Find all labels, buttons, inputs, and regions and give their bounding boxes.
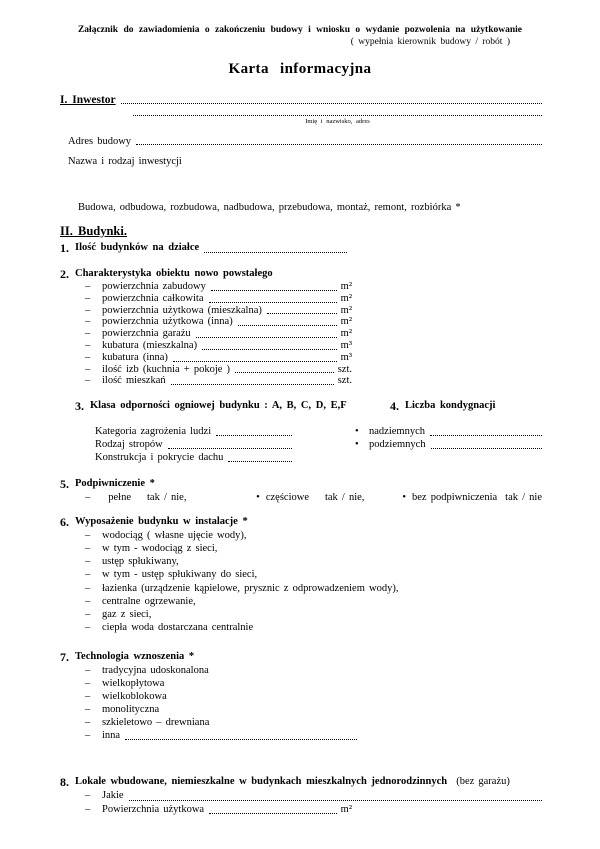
q4-sub-item — [355, 425, 542, 438]
q3-label: Klasa odporności ogniowej budynku : A, B, C, D, E,F — [90, 400, 347, 412]
q5-option-partial[interactable] — [256, 491, 402, 505]
dash-marker: – — [85, 316, 91, 328]
q2-item-unit: m² — [340, 328, 352, 340]
q2-item-unit: m² — [340, 316, 352, 328]
q5-option-value: tak / nie — [505, 492, 542, 504]
dash-marker: – — [85, 582, 91, 594]
q7-other-fill-line[interactable] — [125, 739, 357, 740]
q5-options-row — [85, 491, 542, 505]
q2-item-label: kubatura (mieszkalna) — [102, 339, 198, 351]
dash-marker: – — [85, 608, 91, 620]
q6-number: 6. — [60, 515, 69, 530]
q6-item-label: ustęp spłukiwany, — [102, 556, 179, 568]
q3-sub-fill-line[interactable] — [168, 448, 292, 449]
bullet-marker: • — [355, 439, 359, 451]
q2-item-label: powierzchnia użytkowa (mieszkalna) — [102, 304, 262, 316]
q5-label: Podpiwniczenie * — [75, 478, 155, 490]
construction-address-fill-line[interactable] — [136, 144, 542, 145]
q6-item-label: w tym - wodociąg z sieci, — [102, 543, 218, 555]
q8-what-row — [85, 789, 542, 803]
q4-sub-fill-line[interactable] — [431, 448, 542, 449]
q8-what-label: Jakie — [102, 790, 124, 802]
q5-option-value: tak / nie, — [324, 492, 365, 504]
q5-option-none[interactable] — [402, 491, 542, 505]
q5-option-label: pełne — [108, 492, 131, 504]
q1-number: 1. — [60, 241, 69, 255]
q7-other-label: inna — [102, 730, 121, 742]
q3-sub-label: Rodzaj stropów — [95, 439, 163, 451]
dash-marker: – — [85, 691, 91, 703]
dash-marker: – — [85, 543, 91, 555]
spacer — [96, 491, 108, 505]
q8-label-bold: Lokale wbudowane, niemieszkalne w budynkach mieszkalnych jednorodzinnych — [75, 776, 448, 788]
q8-area-unit: m² — [340, 803, 352, 815]
q3-sub-item — [60, 451, 292, 464]
q7-heading-row — [60, 650, 542, 664]
q7-item-label: wielkopłytowa — [102, 678, 165, 690]
q3-sub-label: Kategoria zagrożenia ludzi — [95, 426, 212, 438]
dash-marker: – — [85, 492, 91, 504]
q7-item-row — [85, 716, 542, 729]
q2-item-unit: m² — [340, 281, 352, 292]
q2-item-label: powierzchnia garażu — [102, 328, 191, 340]
q3-sub-item — [60, 438, 292, 451]
q7-item-row — [85, 703, 542, 716]
q8-heading-row — [60, 775, 542, 789]
q1-label: Ilość budynków na działce — [75, 242, 200, 253]
q2-item-fill-line[interactable] — [171, 384, 334, 385]
page-title: Karta informacyjna — [228, 61, 372, 77]
q7-item-row — [85, 664, 542, 677]
q6-item-row — [85, 608, 542, 621]
q2-item-row — [85, 364, 352, 376]
q7-item-label: szkieletowo – drewniana — [102, 717, 210, 729]
q4-number: 4. — [390, 399, 399, 414]
q2-item-label: kubatura (inna) — [102, 351, 168, 363]
q5-option-value: tak / nie, — [147, 492, 187, 504]
filled-by-note: ( wypełnia kierownik budowy / robót ) — [350, 37, 510, 47]
q7-item-row — [85, 677, 542, 690]
construction-address-label: Adres budowy — [68, 136, 132, 147]
bullet-marker: • — [355, 426, 359, 438]
investor-row — [60, 94, 542, 106]
form-body — [0, 94, 600, 816]
spacer — [131, 491, 147, 505]
q5-option-label: bez podpiwniczenia — [412, 492, 498, 504]
q6-item-label: w tym - ustęp spłukiwany do sieci, — [102, 569, 258, 581]
q8-number: 8. — [60, 775, 69, 790]
q2-item-row — [85, 316, 352, 328]
dash-marker: – — [85, 328, 91, 340]
q3-sub-fill-line[interactable] — [228, 461, 292, 462]
q2-item-fill-line[interactable] — [235, 372, 334, 373]
q3-sub-fill-line[interactable] — [216, 435, 292, 436]
investor-line2 — [133, 113, 542, 125]
q2-item-row — [85, 293, 352, 305]
q3-heading — [60, 399, 355, 413]
spacer — [309, 491, 325, 505]
q7-number: 7. — [60, 649, 69, 664]
q7-item-row — [85, 690, 542, 703]
q6-item-label: łazienka (urządzenie kąpielowe, prysznic z odprowadzeniem wody), — [102, 582, 399, 594]
dash-marker: – — [85, 281, 91, 292]
q6-item-label: ciepła woda dostarczana centralnie — [102, 621, 254, 633]
dash-marker: – — [85, 678, 91, 690]
dash-marker: – — [85, 790, 91, 802]
q2-item-label: powierzchnia zabudowy — [102, 281, 206, 292]
q3-number: 3. — [75, 399, 84, 414]
q2-item-unit: m³ — [340, 351, 352, 363]
q1-row — [60, 241, 542, 255]
q6-item-label: centralne ogrzewanie, — [102, 595, 196, 607]
q2-label: Charakterystyka obiektu nowo powstałego — [75, 268, 273, 279]
q3-q4-subrow — [60, 438, 542, 451]
q6-item-row — [85, 542, 542, 555]
q2-item-fill-line[interactable] — [173, 361, 337, 362]
q5-heading-row — [60, 477, 542, 491]
dash-marker: – — [85, 304, 91, 316]
q6-item-row — [85, 595, 542, 608]
dash-marker: – — [85, 621, 91, 633]
name-address-caption: Imię i nazwisko, adres — [305, 118, 370, 125]
dash-marker: – — [85, 803, 91, 815]
q2-item-fill-line[interactable] — [202, 349, 337, 350]
q4-sub-label: nadziemnych — [369, 426, 425, 438]
dash-marker: – — [85, 530, 91, 542]
q6-item-row — [85, 568, 542, 581]
q1-fill-line[interactable] — [204, 252, 347, 253]
q2-item-unit: szt. — [337, 375, 352, 387]
q6-item-row — [85, 582, 542, 595]
work-types-line: Budowa, odbudowa, rozbudowa, nadbudowa, przebudowa, montaż, remont, rozbiórka * — [78, 202, 461, 213]
q7-item-label: tradycyjna udoskonalona — [102, 664, 209, 676]
q3-sub-label: Konstrukcja i pokrycie dachu — [95, 452, 224, 464]
q6-item-label: wodociąg ( własne ujęcie wody), — [102, 530, 247, 542]
q3-subrow — [60, 451, 542, 464]
dash-marker: – — [85, 556, 91, 568]
q4-label: Liczba kondygnacji — [405, 400, 496, 412]
q7-item-label: wielkoblokowa — [102, 691, 167, 703]
q6-item-label: gaz z sieci, — [102, 608, 152, 620]
q6-heading-row — [60, 515, 542, 529]
dash-marker: – — [85, 704, 91, 716]
q5-option-label: częściowe — [265, 492, 309, 504]
dash-marker: – — [85, 664, 91, 676]
q6-item-row — [85, 555, 542, 568]
q8-what-fill-line[interactable] — [129, 800, 542, 801]
dash-marker: – — [85, 351, 91, 363]
q4-sub-item — [355, 438, 542, 451]
q8-label-tail: (bez garażu) — [456, 776, 510, 788]
q2-item-row — [85, 375, 352, 387]
q8-area-row — [85, 803, 352, 817]
q8-area-label: Powierzchnia użytkowa — [102, 803, 205, 815]
q2-item-label: ilość mieszkań — [102, 375, 166, 387]
investor-name-fill-line[interactable] — [121, 103, 542, 104]
investment-name-label: Nazwa i rodzaj inwestycji — [68, 156, 182, 167]
dash-marker: – — [85, 375, 91, 387]
q2-item-label: powierzchnia użytkowa (inna) — [102, 316, 233, 328]
q4-sub-label: podziemnych — [369, 439, 426, 451]
q2-item-fill-line[interactable] — [209, 302, 337, 303]
q2-number: 2. — [60, 267, 69, 281]
q2-item-label: ilość izb (kuchnia + pokoje ) — [102, 363, 231, 375]
section-buildings-heading: II. Budynki. — [60, 224, 127, 238]
q2-item-row — [85, 352, 352, 364]
q4-heading — [390, 399, 495, 413]
dash-marker: – — [85, 717, 91, 729]
bullet-marker: • — [256, 492, 260, 504]
q4-sub-fill-line[interactable] — [430, 435, 542, 436]
dash-marker: – — [85, 292, 91, 304]
q2-item-unit: m³ — [340, 339, 352, 351]
q2-item-fill-line[interactable] — [211, 290, 337, 291]
q3-q4-heading-row — [60, 399, 542, 413]
q6-item-row — [85, 621, 542, 634]
section-investor-heading: I. Inwestor — [60, 94, 116, 106]
q2-item-label: powierzchnia całkowita — [102, 292, 204, 304]
q2-heading-row — [60, 267, 542, 281]
q8-area-fill-line[interactable] — [209, 813, 337, 814]
q6-label: Wyposażenie budynku w instalacje * — [75, 516, 248, 528]
attachment-note: Załącznik do zawiadomienia o zakończeniu budowy i wniosku o wydanie pozwolenia na użytkowanie — [77, 25, 523, 35]
dash-marker: – — [85, 730, 91, 742]
dash-marker: – — [85, 339, 91, 351]
dash-marker: – — [85, 569, 91, 581]
q2-item-fill-line[interactable] — [238, 325, 337, 326]
q2-item-row — [85, 340, 352, 352]
q2-item-row — [85, 328, 352, 340]
bullet-marker: • — [402, 492, 406, 504]
q7-item-label: monolityczna — [102, 704, 160, 716]
q2-item-row — [85, 305, 352, 317]
q7-other-row — [85, 729, 357, 742]
q7-label: Technologia wznoszenia * — [75, 650, 195, 662]
investor-address-fill-line[interactable] — [133, 113, 542, 116]
q2-item-unit: m² — [340, 292, 352, 304]
spacer — [497, 491, 505, 505]
q2-item-row — [85, 281, 352, 293]
q2-item-fill-line[interactable] — [267, 313, 337, 314]
q2-item-unit: m² — [340, 304, 352, 316]
q6-item-row — [85, 529, 542, 542]
q3-sub-item — [60, 425, 292, 438]
q2-item-unit: szt. — [337, 363, 352, 375]
construction-address-row — [60, 136, 542, 147]
dash-marker: – — [85, 595, 91, 607]
q2-item-fill-line[interactable] — [196, 337, 337, 338]
q5-option-full[interactable] — [85, 491, 256, 505]
q3-q4-subrow — [60, 425, 542, 438]
q5-number: 5. — [60, 477, 69, 492]
dash-marker: – — [85, 363, 91, 375]
